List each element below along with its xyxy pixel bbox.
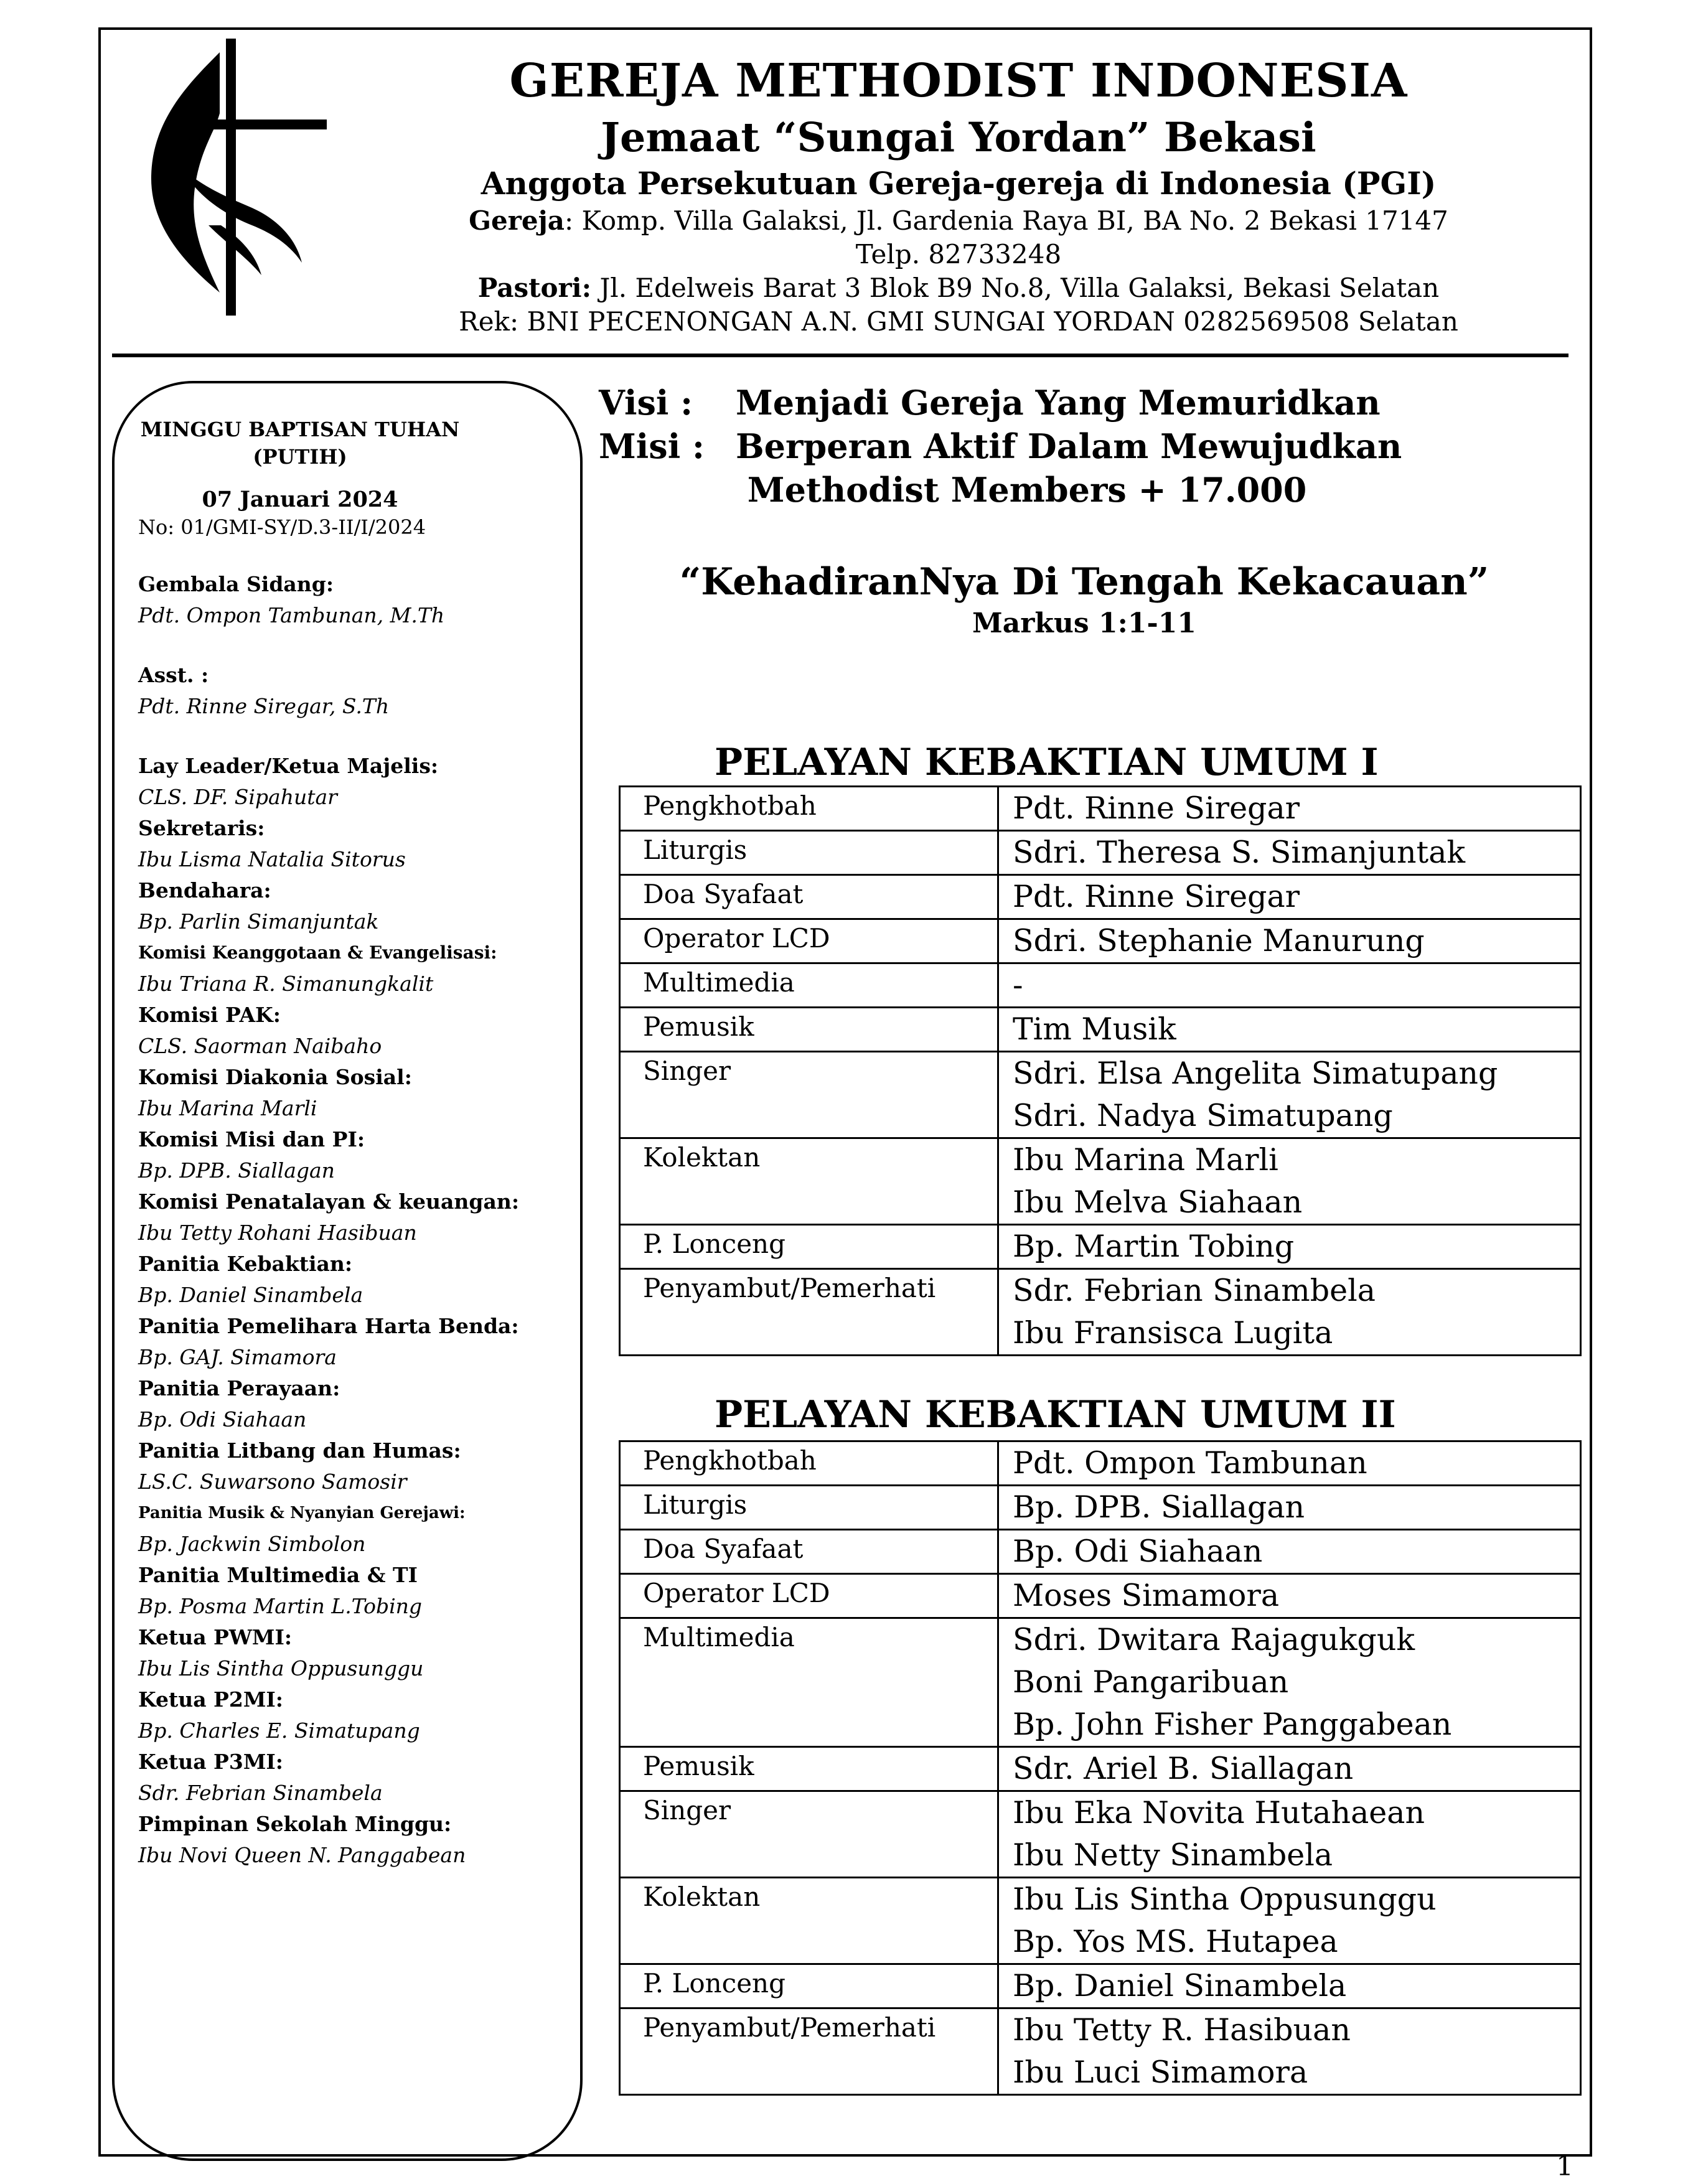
names-cell	[998, 1138, 1581, 1225]
officer-role: Komisi Misi dan PI:	[138, 1127, 365, 1151]
role-cell: P. Lonceng	[620, 1225, 998, 1269]
officer-name: CLS. Saorman Naibaho	[138, 1034, 382, 1058]
name-entry: Sdr. Febrian Sinambela	[1013, 1273, 1376, 1308]
mission-line: Methodist Members + 17.000	[736, 470, 1307, 510]
officer-name: Ibu Triana R. Simanungkalit	[138, 972, 434, 996]
officer-role: Ketua P3MI:	[138, 1750, 283, 1774]
table-row	[620, 1747, 1581, 1791]
officer-name: Sdr. Febrian Sinambela	[138, 1781, 383, 1805]
officer-name: Bp. GAJ. Simamora	[138, 1345, 337, 1369]
role-cell: Singer	[620, 1052, 998, 1138]
officer-name: Bp. DPB. Siallagan	[138, 1158, 335, 1183]
officer-name: Ibu Tetty Rohani Hasibuan	[138, 1221, 417, 1245]
table-row	[620, 1269, 1581, 1356]
role-cell: Operator LCD	[620, 1574, 998, 1618]
table-row	[620, 1964, 1581, 2008]
role-cell: Kolektan	[620, 1138, 998, 1225]
officer-role: Komisi Diakonia Sosial:	[138, 1065, 412, 1089]
names-cell	[998, 1878, 1581, 1964]
names-cell	[998, 1008, 1581, 1052]
officer-name: Ibu Lis Sintha Oppusunggu	[138, 1656, 424, 1680]
table-row	[620, 1791, 1581, 1878]
service-1-title: PELAYAN KEBAKTIAN UMUM I	[715, 741, 1379, 784]
names-cell	[998, 1441, 1581, 1486]
officer-role: Komisi Penatalayan & keuangan:	[138, 1189, 520, 1214]
sermon-theme: “KehadiranNya Di Tengah Kekacauan”	[679, 560, 1489, 604]
name-entry: Pdt. Ompon Tambunan	[1013, 1445, 1367, 1481]
table-row	[620, 919, 1581, 963]
names-cell	[998, 787, 1581, 831]
name-entry: Sdri. Dwitara Rajagukguk	[1013, 1622, 1415, 1657]
officer-name: Bp. Charles E. Simatupang	[138, 1718, 420, 1743]
congregation-name: Jemaat “Sungai Yordan” Bekasi	[601, 114, 1316, 161]
officer-role: Panitia Pemelihara Harta Benda:	[138, 1314, 519, 1338]
table-row	[620, 1618, 1581, 1747]
scripture-reference: Markus 1:1-11	[972, 607, 1196, 639]
officer-role: Panitia Musik & Nyanyian Gerejawi:	[138, 1504, 466, 1522]
mission-row	[599, 424, 1570, 512]
mission-label: Misi :	[599, 426, 705, 466]
names-cell	[998, 1791, 1581, 1878]
names-cell	[998, 831, 1581, 875]
officer-role: Asst. :	[138, 663, 209, 687]
phone: Telp. 82733248	[855, 239, 1062, 269]
table-row	[620, 1008, 1581, 1052]
officer-name: Ibu Novi Queen N. Panggabean	[138, 1843, 466, 1867]
officer-role: Pimpinan Sekolah Minggu:	[138, 1812, 452, 1836]
role-cell: Multimedia	[620, 963, 998, 1008]
vision-row	[599, 381, 1570, 424]
officer-role: Komisi PAK:	[138, 1003, 281, 1027]
names-cell	[998, 1964, 1581, 2008]
officer-name: Bp. Posma Martin L.Tobing	[138, 1594, 423, 1618]
service-name	[138, 416, 462, 471]
service-1-table	[619, 785, 1582, 1356]
name-entry: Ibu Tetty R. Hasibuan	[1013, 2012, 1351, 2048]
page-number: 1	[1556, 2150, 1573, 2182]
vision-label: Visi :	[599, 383, 693, 423]
role-cell: P. Lonceng	[620, 1964, 998, 2008]
name-entry: Boni Pangaribuan	[1013, 1664, 1289, 1700]
table-row	[620, 1486, 1581, 1530]
name-entry: Moses Simamora	[1013, 1578, 1280, 1613]
names-cell	[998, 1747, 1581, 1791]
table-row	[620, 1225, 1581, 1269]
service-2-table	[619, 1440, 1582, 2096]
name-entry: Pdt. Rinne Siregar	[1013, 790, 1300, 826]
church-title: GEREJA METHODIST INDONESIA	[509, 54, 1408, 108]
officer-name: LS.C. Suwarsono Samosir	[138, 1469, 407, 1494]
membership-line: Anggota Persekutuan Gereja-gereja di Indonesia (PGI)	[481, 165, 1437, 202]
table-row	[620, 1052, 1581, 1138]
name-entry: Sdri. Stephanie Manurung	[1013, 923, 1425, 958]
names-cell	[998, 1052, 1581, 1138]
names-cell	[998, 875, 1581, 919]
table-row	[620, 1530, 1581, 1574]
names-cell	[998, 1486, 1581, 1530]
names-cell	[998, 963, 1581, 1008]
role-cell: Kolektan	[620, 1878, 998, 1964]
role-cell: Multimedia	[620, 1618, 998, 1747]
officer-role: Panitia Multimedia & TI	[138, 1563, 418, 1587]
officer-name: Pdt. Ompon Tambunan, M.Th	[138, 603, 445, 627]
header-divider	[112, 354, 1568, 357]
name-entry: Bp. Daniel Sinambela	[1013, 1968, 1347, 2004]
role-cell: Pengkhotbah	[620, 1441, 998, 1486]
name-entry: Ibu Lis Sintha Oppusunggu	[1013, 1882, 1437, 1917]
service-2-title: PELAYAN KEBAKTIAN UMUM II	[715, 1393, 1396, 1436]
table-row	[620, 1574, 1581, 1618]
role-cell: Operator LCD	[620, 919, 998, 963]
vision-mission	[599, 381, 1570, 512]
officer-name: Bp. Jackwin Simbolon	[138, 1532, 366, 1556]
letterhead	[330, 50, 1587, 339]
name-entry: Sdri. Elsa Angelita Simatupang	[1013, 1056, 1498, 1091]
officer-role: Panitia Kebaktian:	[138, 1252, 353, 1276]
officer-role: Bendahara:	[138, 878, 271, 902]
name-entry: Ibu Luci Simamora	[1013, 2055, 1308, 2090]
bank-account: Rek: BNI PECENONGAN A.N. GMI SUNGAI YORDAN 0282569508 Selatan	[459, 306, 1458, 337]
name-entry: Bp. DPB. Siallagan	[1013, 1489, 1305, 1525]
officer-name: Ibu Lisma Natalia Sitorus	[138, 847, 406, 871]
names-cell	[998, 1618, 1581, 1747]
table-row	[620, 1138, 1581, 1225]
role-cell: Doa Syafaat	[620, 1530, 998, 1574]
names-cell	[998, 1225, 1581, 1269]
role-cell: Singer	[620, 1791, 998, 1878]
cross-and-flame-icon	[146, 39, 327, 316]
role-cell: Penyambut/Pemerhati	[620, 1269, 998, 1356]
names-cell	[998, 1574, 1581, 1618]
parsonage-label: Pastori:	[477, 273, 592, 303]
officer-name: Ibu Marina Marli	[138, 1096, 317, 1120]
document-number: No: 01/GMI-SY/D.3-II/I/2024	[138, 515, 426, 539]
officer-role: Ketua P2MI:	[138, 1687, 283, 1712]
officer-name: Bp. Odi Siahaan	[138, 1407, 307, 1432]
service-name-line: MINGGU BAPTISAN TUHAN	[140, 418, 460, 441]
table-row	[620, 963, 1581, 1008]
name-entry: Sdr. Ariel B. Siallagan	[1013, 1751, 1354, 1786]
role-cell: Penyambut/Pemerhati	[620, 2008, 998, 2095]
officer-name: CLS. DF. Sipahutar	[138, 785, 337, 809]
church-address-label: Gereja	[469, 205, 565, 236]
officer-role: Komisi Keanggotaan & Evangelisasi:	[138, 942, 497, 963]
vision-text: Menjadi Gereja Yang Memuridkan	[736, 383, 1381, 423]
officer-name: Bp. Daniel Sinambela	[138, 1283, 363, 1307]
officer-role: Panitia Perayaan:	[138, 1376, 340, 1400]
officer-role: Ketua PWMI:	[138, 1625, 293, 1649]
role-cell: Liturgis	[620, 1486, 998, 1530]
officers-sidebar	[138, 416, 568, 1871]
officer-role: Sekretaris:	[138, 816, 265, 840]
names-cell	[998, 2008, 1581, 2095]
officer-role: Lay Leader/Ketua Majelis:	[138, 754, 439, 778]
church-address-text: : Komp. Villa Galaksi, Jl. Gardenia Raya BI, BA No. 2 Bekasi 17147	[565, 205, 1448, 236]
role-cell: Pemusik	[620, 1008, 998, 1052]
table-row	[620, 787, 1581, 831]
officer-role: Gembala Sidang:	[138, 572, 334, 596]
role-cell: Pemusik	[620, 1747, 998, 1791]
name-entry: Ibu Fransisca Lugita	[1013, 1315, 1333, 1351]
name-entry: Ibu Eka Novita Hutahaean	[1013, 1795, 1425, 1830]
name-entry: Sdri. Theresa S. Simanjuntak	[1013, 835, 1466, 870]
name-entry: Ibu Melva Siahaan	[1013, 1184, 1303, 1220]
name-entry: Bp. John Fisher Panggabean	[1013, 1707, 1452, 1742]
church-address	[330, 204, 1587, 238]
table-row	[620, 1878, 1581, 1964]
role-cell: Pengkhotbah	[620, 787, 998, 831]
mission-text	[736, 424, 1545, 512]
name-entry: Sdri. Nadya Simatupang	[1013, 1098, 1393, 1133]
table-row	[620, 875, 1581, 919]
table-row	[620, 2008, 1581, 2095]
officer-name: Bp. Parlin Simanjuntak	[138, 909, 379, 934]
role-cell: Liturgis	[620, 831, 998, 875]
name-entry: Bp. Martin Tobing	[1013, 1229, 1295, 1264]
names-cell	[998, 1269, 1581, 1356]
name-entry: Tim Musik	[1013, 1011, 1176, 1047]
service-date: 07 Januari 2024	[202, 487, 398, 512]
officer-role: Panitia Litbang dan Humas:	[138, 1438, 461, 1463]
name-entry: -	[1013, 967, 1023, 1003]
name-entry: Pdt. Rinne Siregar	[1013, 879, 1300, 914]
name-entry: Bp. Odi Siahaan	[1013, 1534, 1263, 1569]
service-color: (PUTIH)	[253, 445, 347, 469]
names-cell	[998, 1530, 1581, 1574]
table-row	[620, 1441, 1581, 1486]
officer-name: Pdt. Rinne Siregar, S.Th	[138, 694, 390, 718]
name-entry: Ibu Marina Marli	[1013, 1142, 1278, 1178]
parsonage-address	[330, 271, 1587, 305]
role-cell: Doa Syafaat	[620, 875, 998, 919]
table-row	[620, 831, 1581, 875]
parsonage-address-text: Jl. Edelweis Barat 3 Blok B9 No.8, Villa Galaksi, Bekasi Selatan	[591, 273, 1440, 303]
name-entry: Ibu Netty Sinambela	[1013, 1837, 1333, 1873]
names-cell	[998, 919, 1581, 963]
name-entry: Bp. Yos MS. Hutapea	[1013, 1924, 1338, 1959]
mission-line: Berperan Aktif Dalam Mewujudkan	[736, 426, 1402, 466]
